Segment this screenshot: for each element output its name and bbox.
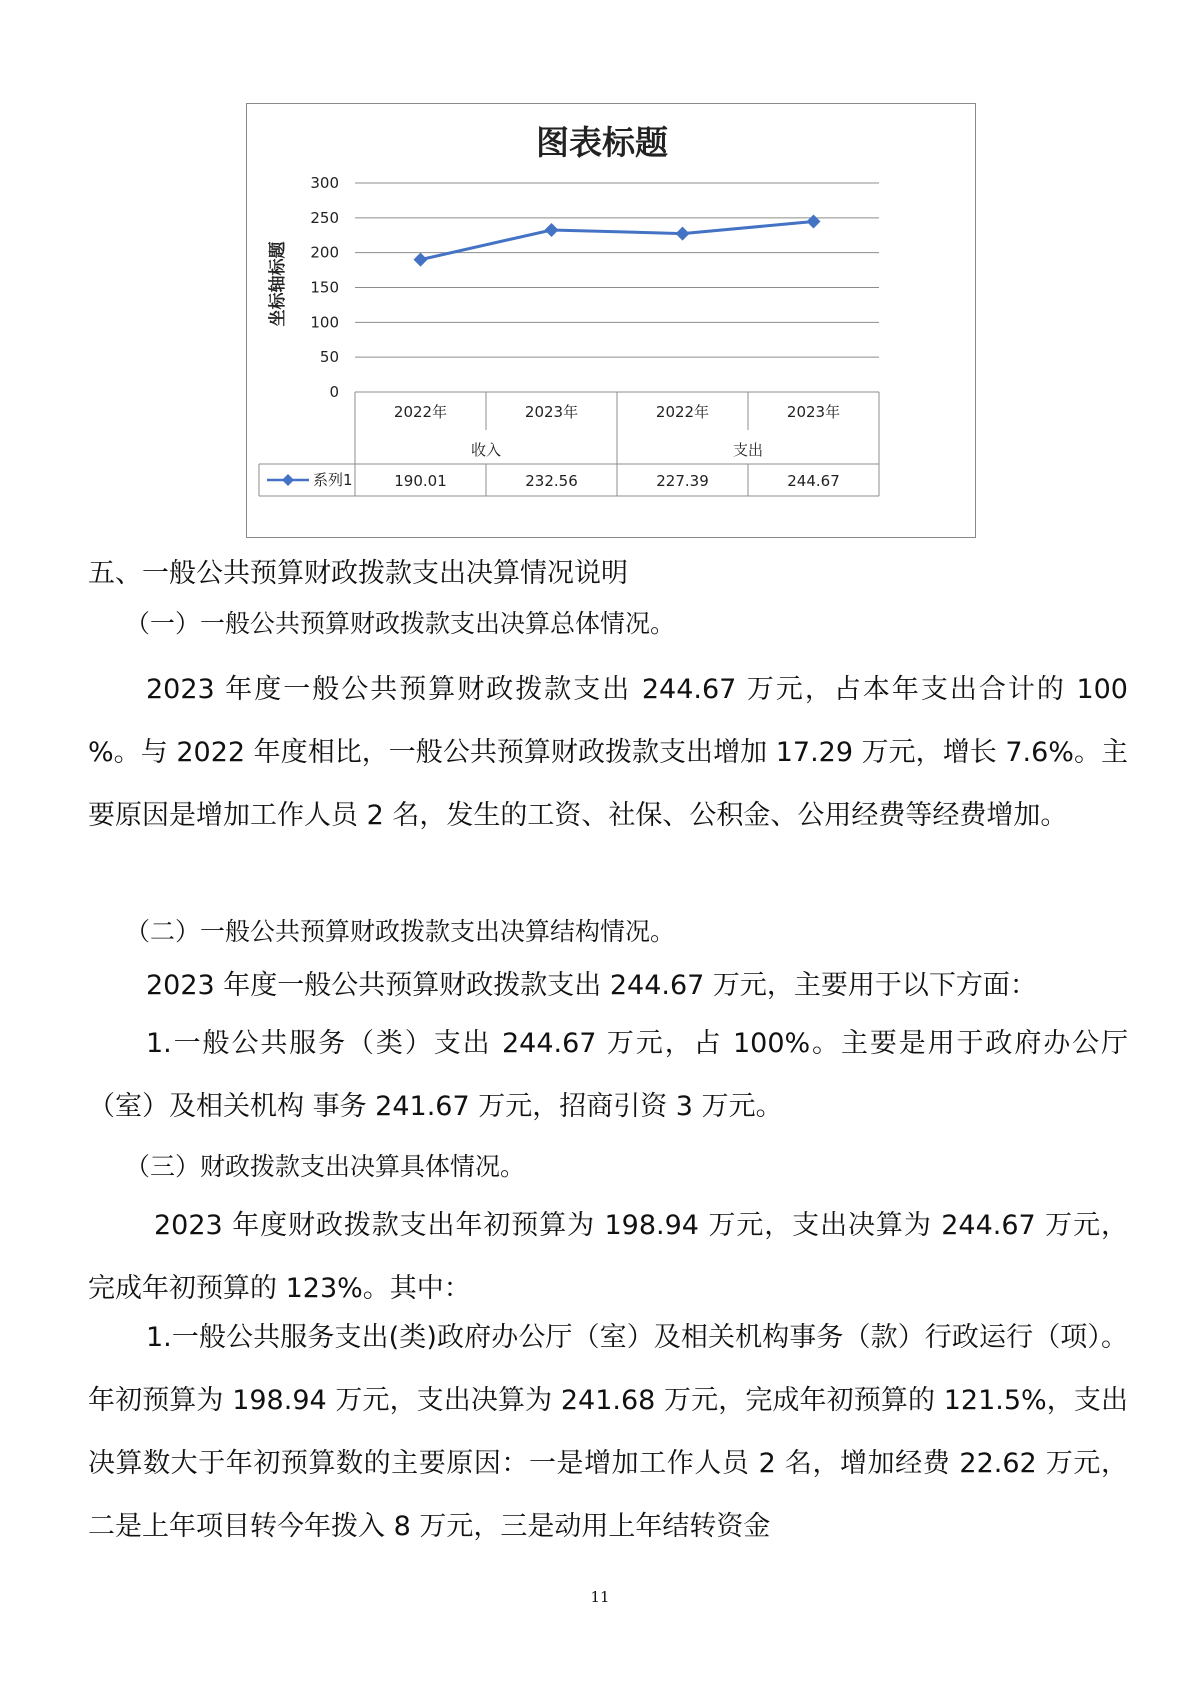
data-label: 227.39 [656, 472, 709, 490]
data-point [545, 223, 559, 237]
data-label: 232.56 [525, 472, 578, 490]
y-tick-label: 200 [310, 243, 339, 262]
subheading-structure: （二）一般公共预算财政拨款支出决算结构情况。 [125, 917, 676, 946]
paragraph-budget-item: 1.一般公共服务支出(类)政府办公厅（室）及相关机构事务（款）行政运行（项）。年初预算为 198.94 万元，支出决算为 241.68 万元，完成年初预算的 121.5%，支出决算数大于年初预算数的主要原因：一是增加工作人员 2 名，增加经费 22.62 万元，二是上年项目转今年拨入 8 万元，三是动用上年结转资金 [88, 1322, 1128, 1542]
paragraph-budget: 2023 年度财政拨款支出年初预算为 198.94 万元，支出决算为 244.67 万元，完成年初预算的 123%。其中： [88, 1210, 1128, 1304]
y-tick-label: 0 [329, 383, 339, 401]
subheading-overall: （一）一般公共预算财政拨款支出决算总体情况。 [125, 609, 676, 638]
page-number: 11 [590, 1588, 610, 1606]
data-point [676, 227, 690, 241]
legend-label: 系列1 [313, 471, 353, 489]
x-tick-label: 2023年 [524, 403, 579, 421]
x-tick-label: 2022年 [393, 403, 448, 421]
section-heading: 五、一般公共预算财政拨款支出决算情况说明 [88, 558, 628, 589]
chart-title: 图表标题 [536, 123, 668, 162]
y-tick-label: 50 [319, 348, 339, 367]
paragraph-structure-detail: 1.一般公共服务（类）支出 244.67 万元，占 100%。主要是用于政府办公厅（室）及相关机构 事务 241.67 万元，招商引资 3 万元。 [88, 1028, 1128, 1122]
x-group-label: 收入 [470, 441, 502, 459]
data-label: 190.01 [394, 472, 447, 490]
y-tick-label: 150 [310, 278, 339, 297]
chart-canvas [247, 104, 977, 539]
legend-marker [282, 474, 294, 486]
subheading-detail: （三）财政拨款支出决算具体情况。 [125, 1152, 526, 1181]
x-tick-label: 2023年 [786, 403, 841, 421]
y-tick-label: 300 [310, 174, 339, 192]
x-tick-label: 2022年 [655, 403, 710, 421]
y-tick-label: 250 [310, 208, 339, 227]
paragraph-structure-intro: 2023 年度一般公共预算财政拨款支出 244.67 万元，主要用于以下方面： [146, 970, 1037, 1001]
y-axis-title: 坐标轴标题 [268, 241, 288, 327]
paragraph-overall: 2023 年度一般公共预算财政拨款支出 244.67 万元，占本年支出合计的 100 %。与 2022 年度相比，一般公共预算财政拨款支出增加 17.29 万元，增长 7.6%。主要原因是增加工作人员 2 名，发生的工资、社保、公积金、公用经费等经费增加。 [88, 674, 1128, 831]
y-tick-label: 100 [310, 313, 339, 332]
data-label: 244.67 [787, 472, 840, 490]
x-group-label: 支出 [732, 441, 764, 459]
series-line [421, 222, 814, 260]
data-point [807, 215, 821, 229]
line-chart [246, 103, 976, 538]
data-point [414, 253, 428, 267]
